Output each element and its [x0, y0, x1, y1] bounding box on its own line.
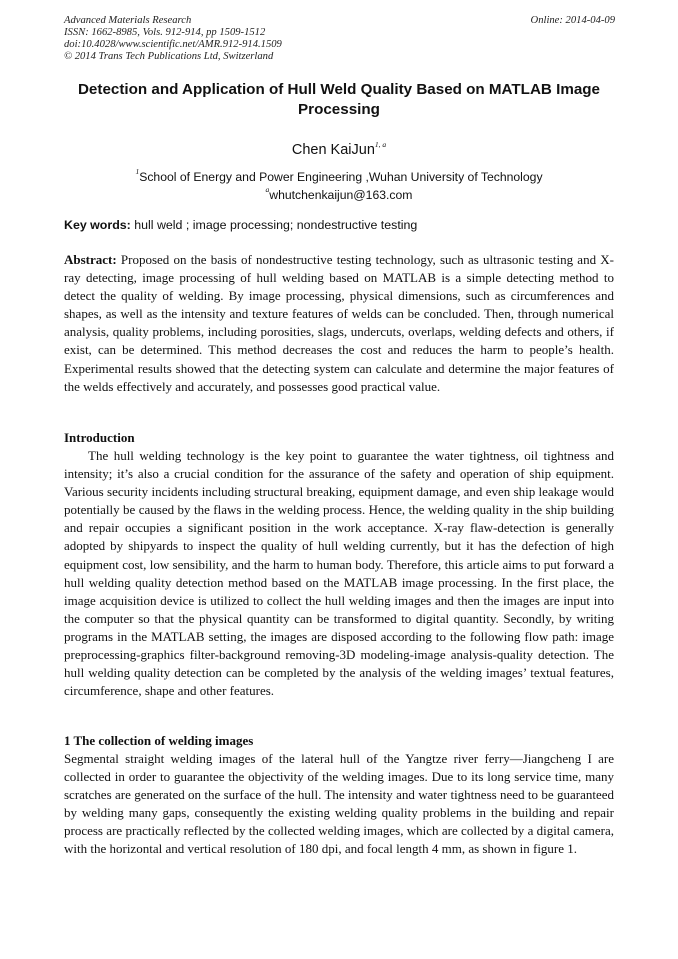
- journal-header: [64, 15, 282, 63]
- online-date: Online: 2014-04-09: [530, 15, 615, 26]
- keywords: [64, 217, 417, 233]
- affiliation-text: School of Energy and Power Engineering ,Wuhan University of Technology: [139, 170, 543, 184]
- paper-title: Detection and Application of Hull Weld Quality Based on MATLAB Image Processing: [77, 81, 601, 118]
- journal-name: Advanced Materials Research: [64, 15, 192, 26]
- introduction-paragraph: The hull welding technology is the key point to guarantee the water tightness, oil tightness and intensity; it’s also a crucial condition for the assurance of the safety and operation of ship equipment. Various security incidents including structural breaking, equipment damage, and even ship leakage would potentially be caused by the flaws in the welding process. Hence, the welding quality in the ship building and repair occupies a significant position in the work acceptance. X-ray flaw-detection is generally adopted by shipyards to inspect the quality of hull welding currently, but it has the defection of high equipment cost, low sensibility, and the harm to human body. Therefore, this article aims to put forward a hull welding quality detection method based on the MATLAB image processing. In the first place, the image acquisition device is utilized to collect the hull welding images and then the images are input into the computer so that the physical quantity can be transformed to digital quantity. Secondly, by writing programs in the MATLAB setting, the images are disposed according to the following flow path: image preprocessing-graphics filter-background removing-3D modeling-image analysis-quality detection. The hull welding quality detection can be completed by the analysis of the welding images’ textual features, circumference, shape and other features.: [64, 448, 614, 699]
- abstract-text: Proposed on the basis of nondestructive testing technology, such as ultrasonic testing and X-ray detecting, image processing of hull welding based on MATLAB is a simple detecting method to detect the quality of welding. By image processing, physical dimensions, such as circumferences and shapes, as well as the intensity and texture features of welds can be concluded. Then, through numerical analysis, quality problems, including porosities, slags, undercuts, overlaps, welding defects and others, if exist, can be determined. This method decreases the cost and reduces the harm to people’s health. Experimental results showed that the detecting system can calculate and determine the major features of the welds effectively and accurately, and possesses good practical value.: [64, 252, 614, 394]
- keywords-label: Key words:: [64, 218, 131, 232]
- abstract: [64, 251, 614, 396]
- introduction-heading: Introduction: [64, 430, 135, 445]
- affiliation-mark: 1: [135, 167, 140, 176]
- keywords-text: hull weld ; image processing; nondestructive testing: [130, 218, 418, 232]
- author-email: [0, 182, 678, 203]
- email-mark: a: [265, 185, 270, 194]
- doi-line: doi:10.4028/www.scientific.net/AMR.912-914.1509: [64, 39, 282, 50]
- author-line: [0, 136, 678, 159]
- email-text: whutchenkaijun@163.com: [269, 188, 413, 202]
- abstract-label: Abstract:: [64, 252, 117, 267]
- author-name: Chen KaiJun: [291, 142, 375, 158]
- author-marks: 1, a: [374, 140, 387, 149]
- section1-heading: 1 The collection of welding images: [64, 733, 254, 748]
- issn-line: ISSN: 1662-8985, Vols. 912-914, pp 1509-1512: [64, 27, 266, 38]
- copyright-line: © 2014 Trans Tech Publications Ltd, Switzerland: [64, 51, 274, 62]
- section1-paragraph: Segmental straight welding images of the lateral hull of the Yangtze river ferry—Jiangcheng I are collected in order to guarantee the objectivity of the welding images. Due to its long service time, many scratches are generated on the surface of the hull. The intensity and water tightness need to be guaranteed by welding many gaps, consequently the existing welding quality problems in the building and repair process are practically reflected by the collected welding images, which are collected by a digital camera, with the horizontal and vertical resolution of 180 dpi, and focal length 4 mm, as shown in figure 1.: [64, 751, 614, 857]
